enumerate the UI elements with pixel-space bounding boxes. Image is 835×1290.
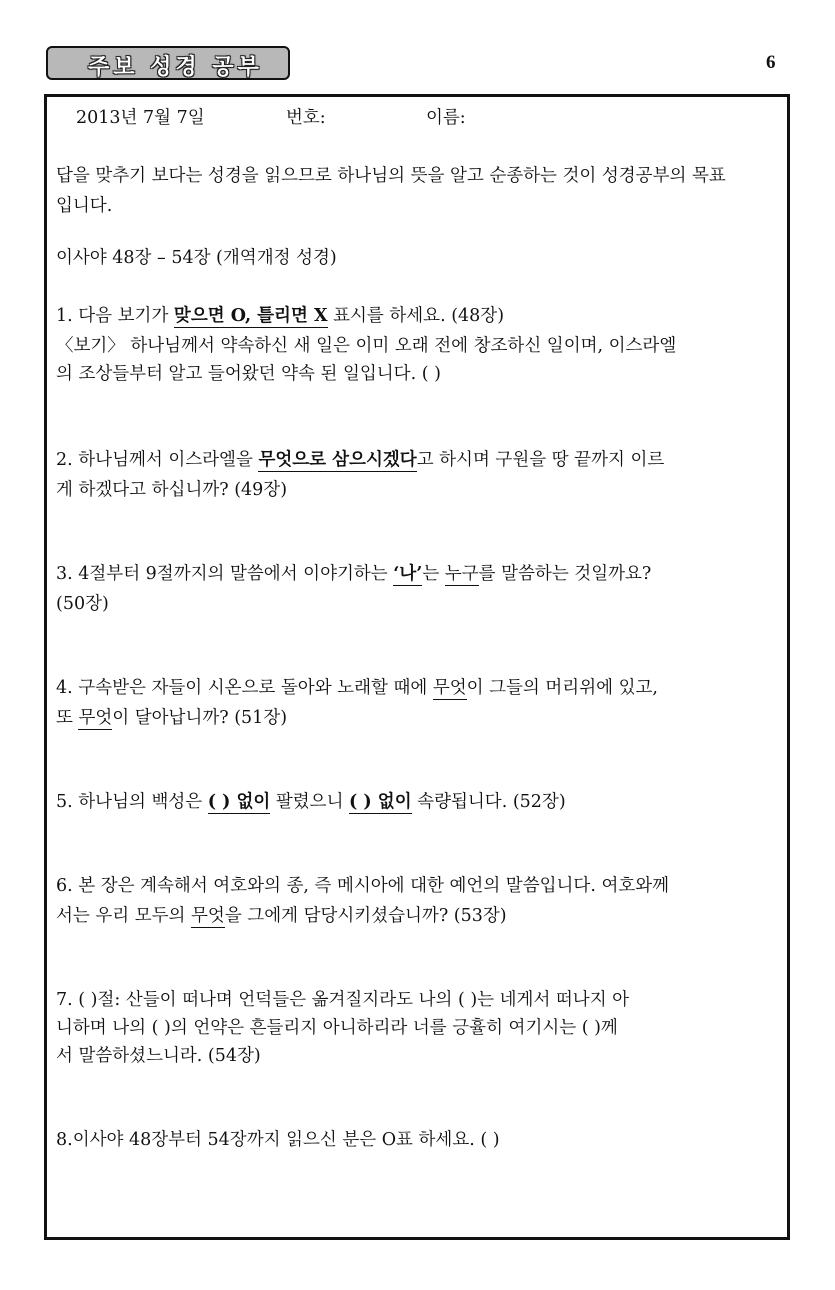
question-6-line-2 <box>56 904 507 928</box>
q3-emphasis-1: ‘나’ <box>393 564 423 584</box>
question-3-line-2: (50장) <box>56 594 109 614</box>
q4-pre: 4. 구속받은 자들이 시온으로 돌아와 노래할 때에 <box>56 678 433 698</box>
question-2-line-2: 게 하겠다고 하십니까? (49장) <box>56 480 288 500</box>
q2-post: 고 하시며 구원을 땅 끝까지 이르 <box>416 450 665 470</box>
q3-pre: 3. 4절부터 9절까지의 말씀에서 이야기하는 <box>56 564 394 584</box>
question-1-line-3: 의 조상들부터 알고 들어왔던 약속 된 일입니다. ( ) <box>56 364 441 384</box>
q6-line2-pre: 서는 우리 모두의 <box>56 906 192 926</box>
page-number: 6 <box>766 52 776 73</box>
q3-mid: 는 <box>422 564 445 584</box>
question-4-line-1 <box>56 676 658 700</box>
q2-emphasis: 무엇으로 삼으시겠다 <box>258 450 417 470</box>
q2-pre: 2. 하나님께서 이스라엘을 <box>56 450 259 470</box>
q4-line2-post: 이 달아납니까? (51장) <box>112 708 288 728</box>
number-label: 번호: <box>286 108 326 128</box>
q1-post: 표시를 하세요. (48장) <box>327 306 505 326</box>
question-5-line-1 <box>56 790 566 814</box>
q6-emphasis: 무엇 <box>191 906 225 926</box>
intro-line-1: 답을 맞추기 보다는 성경을 읽으므로 하나님의 뜻을 알고 순종하는 것이 성경공부의 목표 <box>56 166 726 186</box>
question-6-line-1: 6. 본 장은 계속해서 여호와의 종, 즉 메시아에 대한 예언의 말씀입니다. 여호와께 <box>56 876 670 896</box>
q4-line2-pre: 또 <box>56 708 79 728</box>
q5-pre: 5. 하나님의 백성은 <box>56 792 208 812</box>
question-7-line-2: 니하며 나의 ( )의 언약은 흔들리지 아니하리라 너를 긍휼히 여기시는 ( )께 <box>56 1018 618 1038</box>
q5-blank-1: ( ) 없이 <box>207 792 271 812</box>
q5-blank-2: ( ) 없이 <box>349 792 412 812</box>
question-3-line-1 <box>56 562 651 586</box>
q3-post: 를 말씀하는 것일까요? <box>478 564 652 584</box>
header-title: 주보 성경 공부 <box>88 55 263 80</box>
name-label: 이름: <box>426 108 466 128</box>
question-1-line-2: 〈보기〉 하나님께서 약속하신 새 일은 이미 오래 전에 창조하신 일이며, 이스라엘 <box>56 336 677 356</box>
question-1-line-1 <box>56 304 504 328</box>
question-2-line-1 <box>56 448 664 472</box>
intro-line-2: 입니다. <box>56 196 113 216</box>
q4-emphasis-1: 무엇 <box>432 678 467 698</box>
q4-post: 이 그들의 머리위에 있고, <box>466 678 658 698</box>
question-8-line-1: 8.이사야 48장부터 54장까지 읽으신 분은 O표 하세요. ( ) <box>56 1130 500 1150</box>
date: 2013년 7월 7일 <box>76 108 205 128</box>
header-title-tab <box>46 46 290 80</box>
q4-emphasis-2: 무엇 <box>78 708 113 728</box>
q5-post: 속량됩니다. (52장) <box>411 792 566 812</box>
q1-emphasis: 맞으면 O, 틀리면 X <box>173 306 328 326</box>
question-7-line-3: 서 말씀하셨느니라. (54장) <box>56 1046 261 1066</box>
scope-line: 이사야 48장 – 54장 (개역개정 성경) <box>56 248 337 268</box>
question-4-line-2 <box>56 706 287 730</box>
q5-mid: 팔렸으니 <box>270 792 350 812</box>
q1-pre: 1. 다음 보기가 <box>56 306 174 326</box>
question-7-line-1: 7. ( )절: 산들이 떠나며 언덕들은 옮겨질지라도 나의 ( )는 네게서 떠나지 아 <box>56 990 630 1010</box>
q6-line2-post: 을 그에게 담당시키셨습니까? (53장) <box>224 906 507 926</box>
q3-emphasis-2: 누구 <box>444 564 479 584</box>
